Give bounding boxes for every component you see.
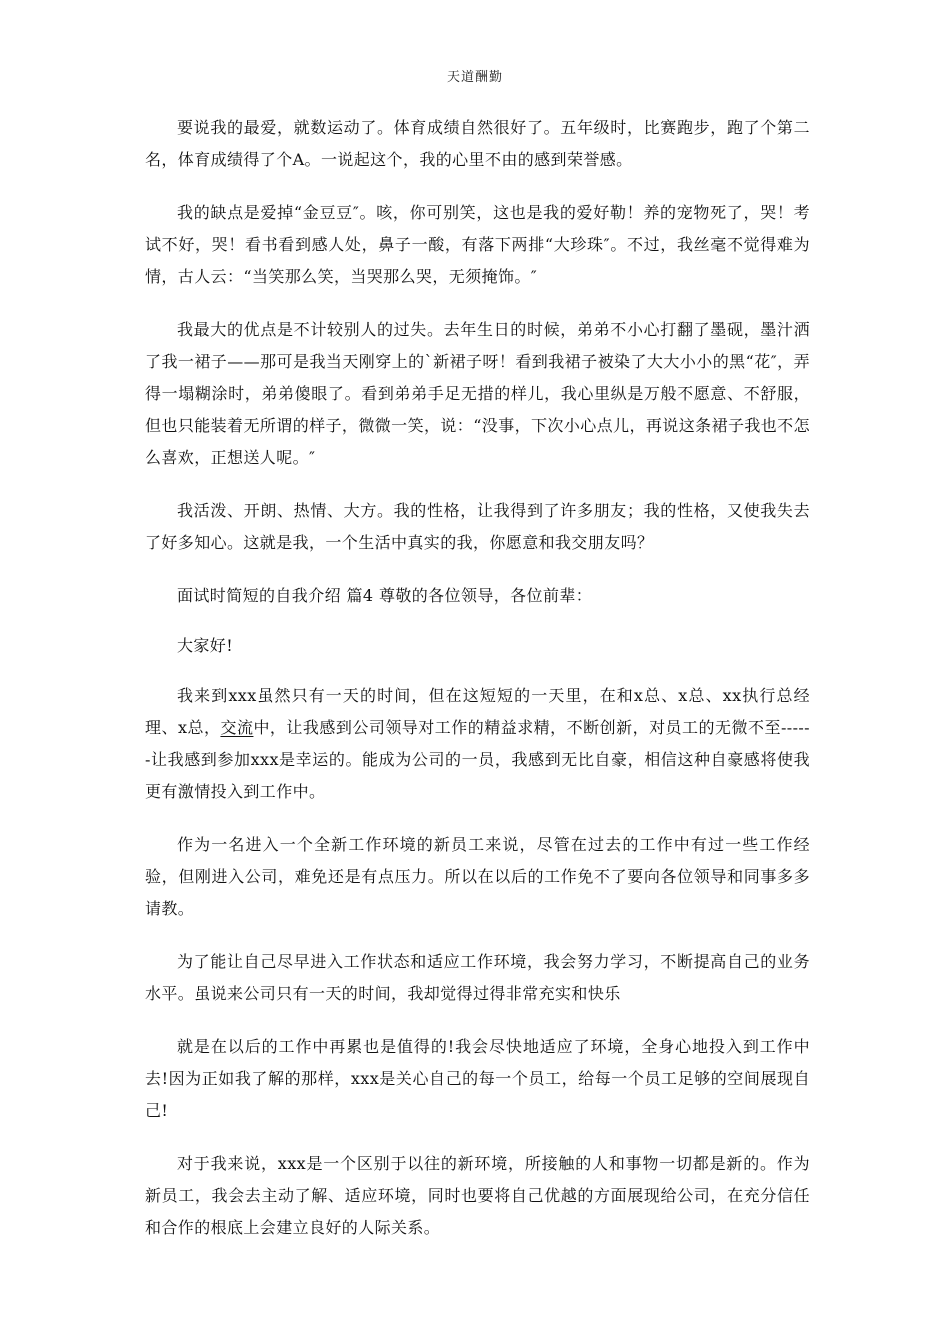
paragraph-first-day — [145, 680, 810, 808]
underlined-word-communication: 交流 — [220, 718, 254, 737]
paragraph-shortcoming: 我的缺点是爱掉“金豆豆″。咳，你可别笑，这也是我的爱好勒！养的宠物死了，哭！考试不好，哭！看书看到感人处，鼻子一酸，有落下两排“大珍珠″。不过，我丝毫不觉得难为情，古人云：“当笑那么笑，当哭那么哭，无须掩饰。″ — [145, 203, 810, 286]
paragraph-learning: 为了能让自己尽早进入工作状态和适应工作环境，我会努力学习，不断提高自己的业务水平。虽说来公司只有一天的时间，我却觉得过得非常充实和快乐 — [145, 952, 810, 1003]
first-day-text-start: 我来到xxx虽然只有一天的时间，但在这短短的一天里，在和x总、x总、xx执行总经理、x总， — [145, 686, 810, 737]
page-header: 天道酬勤 — [446, 70, 503, 85]
paragraph-greeting: 大家好! — [177, 636, 234, 655]
paragraph-new-employee: 作为一名进入一个全新工作环境的新员工来说，尽管在过去的工作中有过一些工作经验，但刚进入公司，难免还是有点压力。所以在以后的工作免不了要向各位领导和同事多多请教。 — [145, 835, 810, 918]
paragraph-favorite-sport: 要说我的最爱，就数运动了。体育成绩自然很好了。五年级时，比赛跑步，跑了个第二名，体育成绩得了个A。一说起这个，我的心里不由的感到荣誉感。 — [145, 118, 810, 169]
first-day-text-end: 中，让我感到公司领导对工作的精益求精，不断创新，对员工的无微不至------让我感到参加xxx是幸运的。能成为公司的一员，我感到无比自豪，相信这种自豪感将使我更有激情投入到工作中。 — [145, 718, 810, 801]
paragraph-new-environment: 对于我来说，xxx是一个区别于以往的新环境，所接触的人和事物一切都是新的。作为新员工，我会去主动了解、适应环境，同时也要将自己优越的方面展现给公司，在充分信任和合作的根底上会建立良好的人际关系。 — [145, 1154, 810, 1237]
paragraph-worth-it: 就是在以后的工作中再累也是值得的!我会尽快地适应了环境，全身心地投入到工作中去!因为正如我了解的那样，xxx是关心自己的每一个员工，给每一个员工足够的空间展现自己! — [145, 1037, 810, 1120]
document-body — [145, 112, 810, 1265]
paragraph-strength: 我最大的优点是不计较别人的过失。去年生日的时候，弟弟不小心打翻了墨砚，墨汁洒了我一裙子——那可是我当天刚穿上的`新裙子呀！看到我裙子被染了大大小小的黑“花″，弄得一塌糊涂时，弟弟傻眼了。看到弟弟手足无措的样儿，我心里纵是万般不愿意、不舒服，但也只能装着无所谓的样子，微微一笑，说：“没事，下次小心点儿，再说这条裙子我也不怎么喜欢，正想送人呢。″ — [145, 320, 810, 467]
paragraph-personality: 我活泼、开朗、热情、大方。我的性格，让我得到了许多朋友；我的性格，又使我失去了好多知心。这就是我，一个生活中真实的我，你愿意和我交朋友吗？ — [145, 501, 810, 552]
paragraph-section-heading: 面试时简短的自我介绍 篇4 尊敬的各位领导，各位前辈： — [177, 586, 593, 605]
